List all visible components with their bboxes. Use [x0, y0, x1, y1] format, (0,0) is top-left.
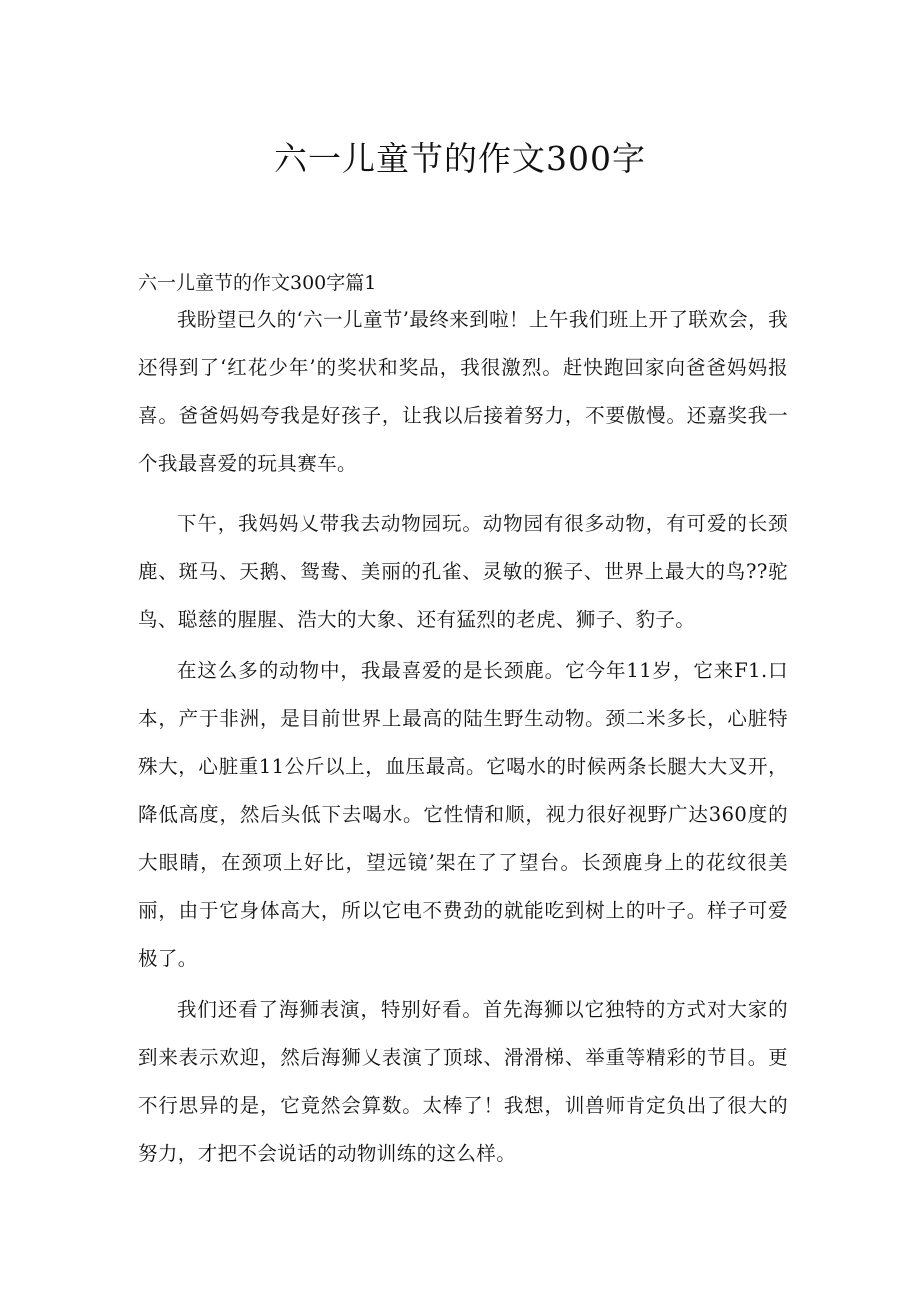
paragraph-4: 我们还看了海狮表演，特别好看。首先海狮以它独特的方式对大家的到来表示欢迎，然后海狮乂表演了顶球、滑滑梯、举重等精彩的节目。更不行思异的是，它竟然会算数。太棒了！我想，训兽师肯定负出了很大的努力，才把不会说话的动物训练的这么样。: [138, 998, 788, 1165]
paragraph-2: 下午，我妈妈乂带我去动物园玩。动物园有很多动物，有可爱的长颈鹿、斑马、天鹅、鸳鸯、美丽的孔雀、灵敏的猴子、世界上最大的鸟??驼鸟、聪慈的腥腥、浩大的大象、还有猛烈的老虎、狮子、豹子。: [138, 512, 788, 631]
document-title: 六一儿童节的作文300字: [274, 139, 646, 178]
section-heading: 六一儿童节的作文300字篇1: [138, 272, 377, 294]
paragraph-3: 在这么多的动物中，我最喜爱的是长颈鹿。它今年11岁，它来F1.口本，产于非洲，是目前世界上最高的陆生野生动物。颈二米多长，心脏特殊大，心脏重11公斤以上，血压最高。它喝水的时候两条长腿大大叉开，降低高度，然后头低下去喝水。它性情和顺，视力很好视野广达360度的大眼睛，在颈项上好比，望远镜’架在了了望台。长颈鹿身上的花纹很美丽，由于它身体高大，所以它电不费劲的就能吃到树上的叶子。样子可爱极了。: [138, 659, 788, 970]
paragraph-1: 我盼望已久的‘六一儿童节’最终来到啦！上午我们班上开了联欢会，我还得到了‘红花少年’的奖状和奖品，我很激烈。赶快跑回家向爸爸妈妈报喜。爸爸妈妈夸我是好孩子，让我以后接着努力，不要傲慢。还嘉奖我一个我最喜爱的玩具赛车。: [138, 308, 788, 475]
